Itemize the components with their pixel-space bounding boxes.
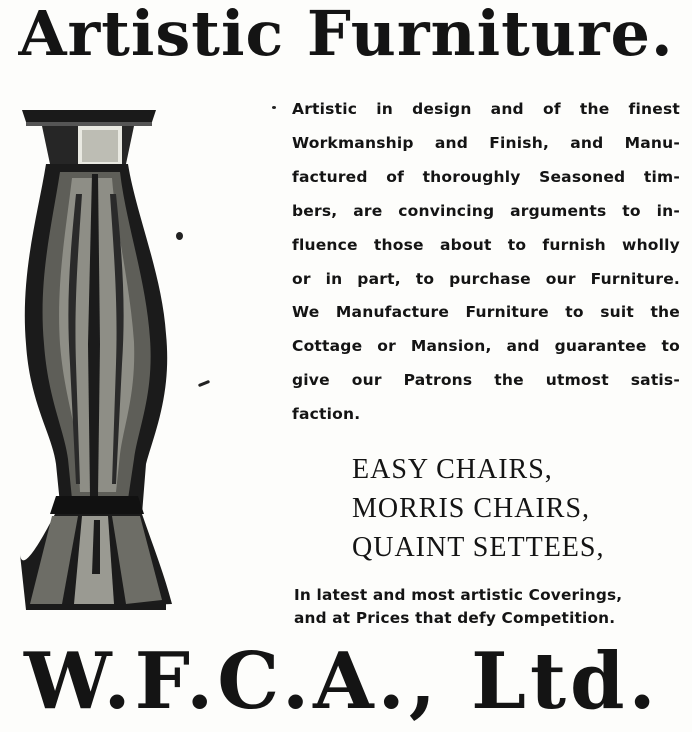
product-item: EASY CHAIRS, [352,454,553,485]
headline: Artistic Furniture. [18,0,674,70]
product-item: QUAINT SETTEES, [352,532,605,563]
print-speck [176,232,183,240]
product-item: MORRIS CHAIRS, [352,493,591,524]
body-line: Artistic in design and of the finest [292,100,680,118]
body-line: faction. [292,405,361,424]
print-speck [198,380,210,387]
coverings-line: In latest and most artistic Coverings, [294,586,623,604]
body-line: We Manufacture Furniture to suit the [292,303,680,322]
pedestal-stand-icon [16,104,178,616]
body-line: Workmanship and Finish, and Manu- [292,133,680,152]
body-line: fluence those about to furnish wholly [292,235,680,254]
coverings-line: and at Prices that defy Competition. [294,609,616,627]
print-speck [272,106,276,109]
body-line: Cottage or Mansion, and guarantee to [292,337,680,356]
product-list [352,450,604,567]
body-line: factured of thoroughly Seasoned tim- [292,167,680,186]
company-name: W.F.C.A., Ltd. [24,636,660,727]
body-line: give our Patrons the utmost satis- [292,371,680,390]
body-line: bers, are convincing arguments to in- [292,201,680,220]
body-paragraph [292,93,680,432]
body-line: or in part, to purchase our Furniture. [292,269,680,288]
coverings-note [294,584,682,630]
